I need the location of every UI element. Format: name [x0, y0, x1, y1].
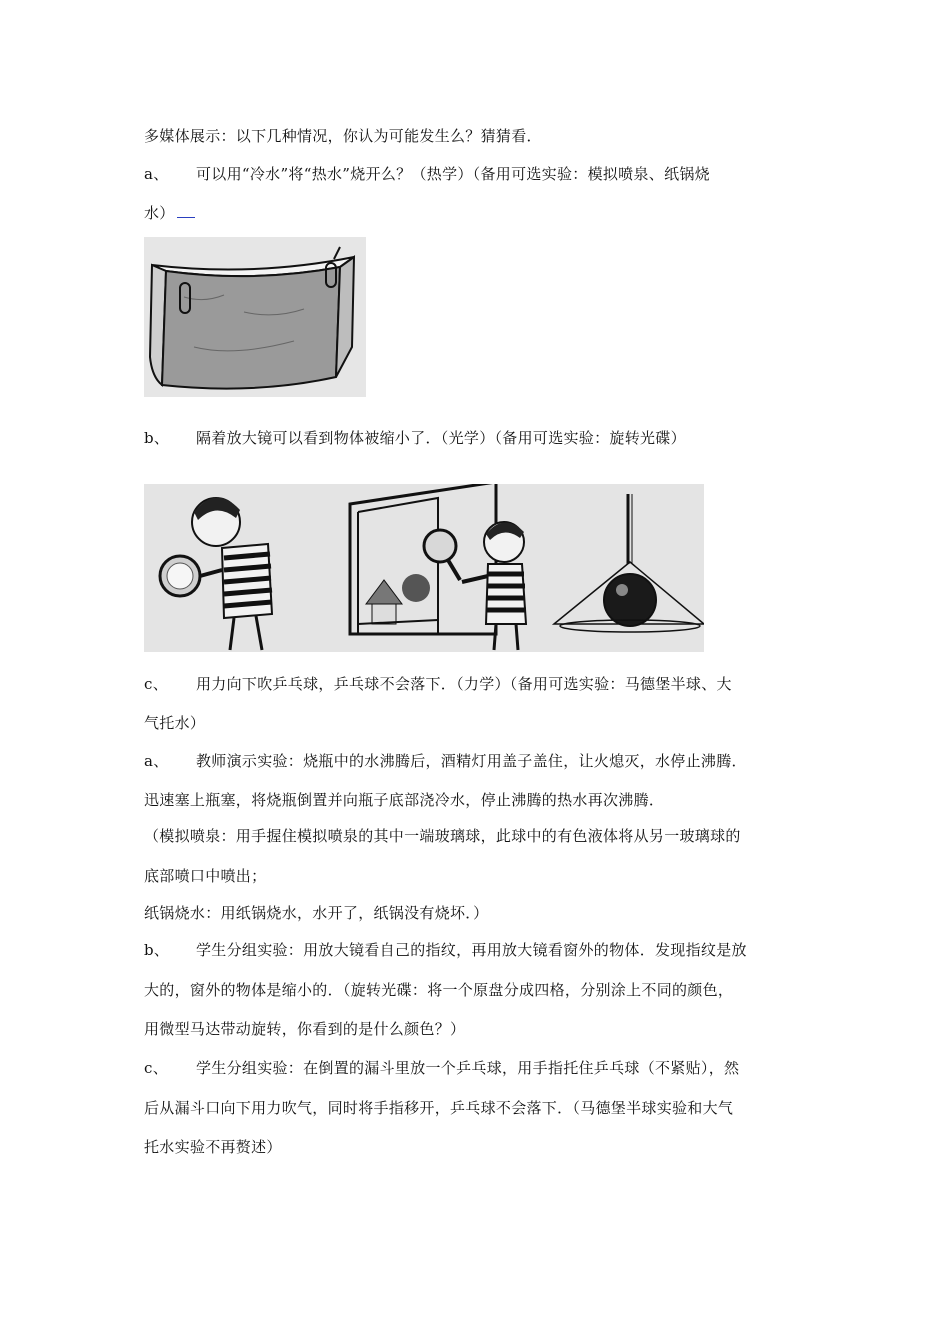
- magnifier-illustration: [144, 484, 704, 652]
- item-a-text-1: 可以用“冷水”将“热水”烧开么？（热学）（备用可选实验：模拟喷泉、纸锅烧: [196, 165, 710, 183]
- paper-pot-illustration: [144, 237, 366, 397]
- blank-underline: [177, 203, 195, 218]
- item-a-line-1: [144, 164, 710, 184]
- intro-text: 多媒体展示：以下几种情况，你认为可能发生么？猜猜看．: [144, 127, 542, 145]
- explanation-a-line-4: 底部喷口中喷出；: [144, 867, 267, 885]
- explanation-b-marker: b、: [144, 941, 170, 959]
- magnifier-figure: [144, 484, 704, 652]
- item-c-text-2: 气托水）: [144, 714, 206, 732]
- explanation-a-line-1: [144, 751, 747, 771]
- item-a-marker: a、: [144, 165, 169, 183]
- explanation-c-line-3: 托水实验不再赘述）: [144, 1138, 282, 1156]
- item-b-marker: b、: [144, 429, 170, 447]
- item-c-line-1: [144, 674, 732, 694]
- item-a-line-2: [144, 203, 195, 223]
- item-c-marker: c、: [144, 675, 169, 693]
- item-a-text-2: 水）: [144, 204, 175, 222]
- item-b-text-1: 隔着放大镜可以看到物体被缩小了．（光学）（备用可选实验：旋转光碟）: [196, 429, 686, 447]
- explanation-b-line-2: 大的，窗外的物体是缩小的．（旋转光碟：将一个原盘分成四格，分别涂上不同的颜色，: [144, 981, 734, 999]
- explanation-c-text-1: 学生分组实验：在倒置的漏斗里放一个乒乓球，用手指托住乒乓球（不紧贴），然: [196, 1059, 740, 1077]
- explanation-b-line-1: [144, 940, 747, 960]
- paper-pot-figure: [144, 237, 366, 397]
- item-b-line-1: [144, 428, 686, 448]
- explanation-a-line-2: 迅速塞上瓶塞，将烧瓶倒置并向瓶子底部浇冷水，停止沸腾的热水再次沸腾．: [144, 791, 665, 809]
- explanation-c-line-1: [144, 1058, 739, 1078]
- item-c-text-1: 用力向下吹乒乓球，乒乓球不会落下．（力学）（备用可选实验：马德堡半球、大: [196, 675, 732, 693]
- explanation-b-text-1: 学生分组实验：用放大镜看自己的指纹，再用放大镜看窗外的物体．发现指纹是放: [196, 941, 747, 959]
- explanation-c-marker: c、: [144, 1059, 169, 1077]
- explanation-a-text-1: 教师演示实验：烧瓶中的水沸腾后，酒精灯用盖子盖住，让火熄灭，水停止沸腾．: [196, 752, 747, 770]
- explanation-a-line-3: （模拟喷泉：用手握住模拟喷泉的其中一端玻璃球，此球中的有色液体将从另一玻璃球的: [144, 827, 741, 845]
- explanation-b-line-3: 用微型马达带动旋转，你看到的是什么颜色？）: [144, 1020, 466, 1038]
- explanation-a-line-5: 纸锅烧水：用纸锅烧水，水开了，纸锅没有烧坏．）: [144, 904, 489, 922]
- explanation-c-line-2: 后从漏斗口向下用力吹气，同时将手指移开，乒乓球不会落下．（马德堡半球实验和大气: [144, 1099, 734, 1117]
- item-c-line-2: [144, 713, 205, 733]
- explanation-a-marker: a、: [144, 752, 169, 770]
